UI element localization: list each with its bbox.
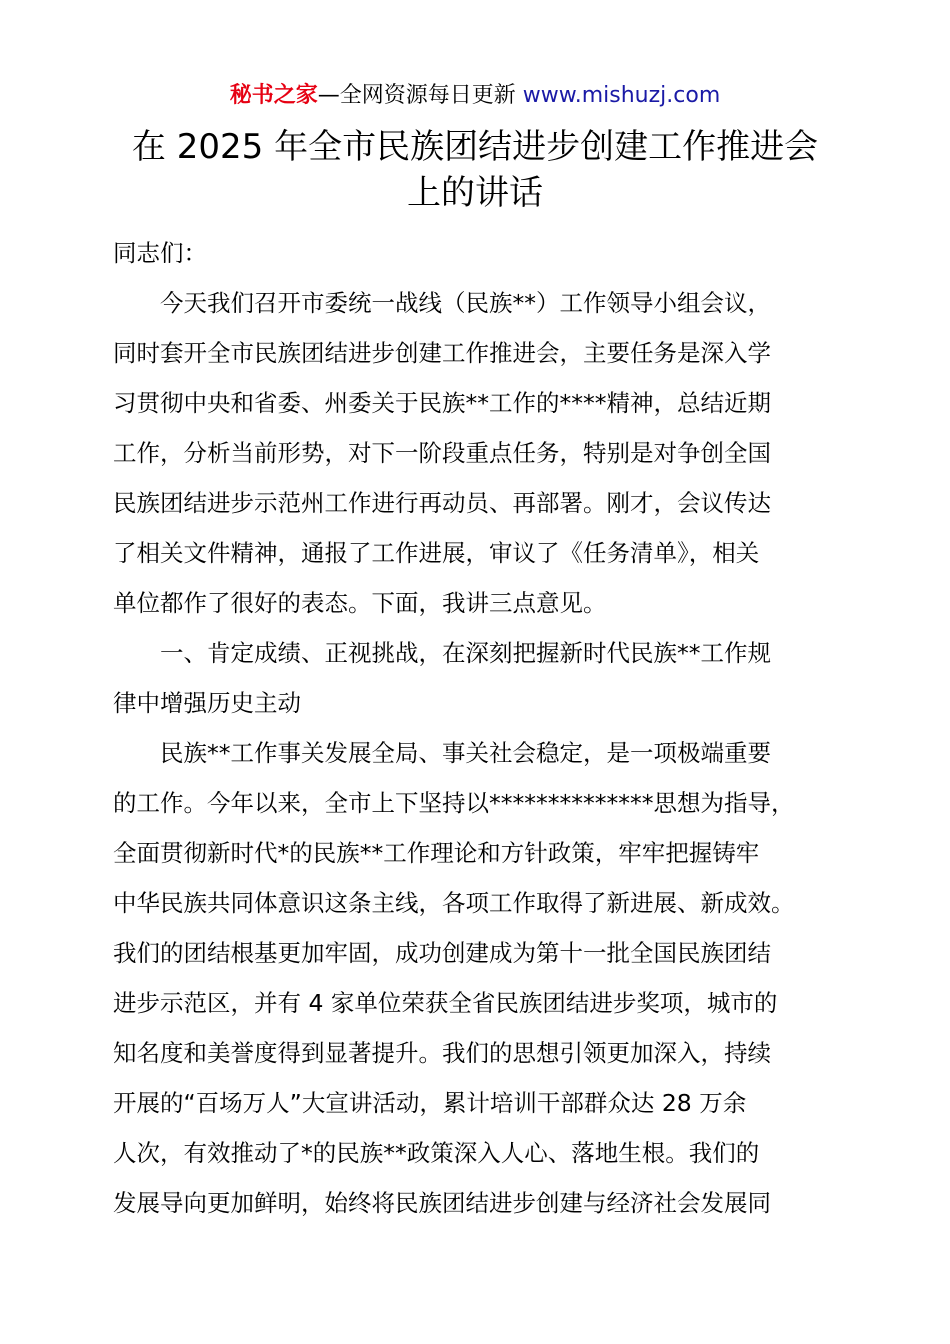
body-line: 单位都作了很好的表态。下面，我讲三点意见。 [113, 589, 607, 617]
site-brand: 秘书之家 [229, 83, 318, 108]
body-line: 中华民族共同体意识这条主线，各项工作取得了新进展、新成效。 [113, 889, 795, 917]
body-line: 民族**工作事关发展全局、事关社会稳定，是一项极端重要 [160, 739, 771, 767]
section-heading-line: 律中增强历史主动 [113, 689, 301, 717]
body-line: 人次，有效推动了*的民族**政策深入人心、落地生根。我们的 [113, 1139, 760, 1167]
body-line: 了相关文件精神，通报了工作进展，审议了《任务清单》，相关 [113, 539, 760, 567]
body-line: 知名度和美誉度得到显著提升。我们的思想引领更加深入，持续 [113, 1039, 771, 1067]
document-title-line-2: 上的讲话 [407, 173, 543, 213]
salutation: 同志们： [113, 239, 207, 267]
body-line: 全面贯彻新时代*的民族**工作理论和方针政策，牢牢把握铸牢 [113, 839, 760, 867]
body-line: 我们的团结根基更加牢固，成功创建成为第十一批全国民族团结 [113, 939, 771, 967]
site-tagline: —全网资源每日更新 [317, 83, 523, 108]
body-line: 进步示范区，并有 4 家单位荣获全省民族团结进步奖项，城市的 [113, 989, 778, 1017]
body-line: 今天我们召开市委统一战线（民族**）工作领导小组会议， [160, 289, 771, 317]
body-line: 工作，分析当前形势，对下一阶段重点任务，特别是对争创全国 [113, 439, 771, 467]
document-title [113, 124, 837, 216]
body-line: 的工作。今年以来，全市上下坚持以**************思想为指导， [113, 789, 795, 817]
section-heading-line: 一、肯定成绩、正视挑战，在深刻把握新时代民族**工作规 [160, 639, 771, 667]
site-url-link[interactable]: www.mishuzj.com [522, 83, 721, 108]
body-line: 同时套开全市民族团结进步创建工作推进会，主要任务是深入学 [113, 339, 771, 367]
body-line: 民族团结进步示范州工作进行再动员、再部署。刚才，会议传达 [113, 489, 771, 517]
site-header [0, 80, 950, 112]
document-title-line-1: 在 2025 年全市民族团结进步创建工作推进会 [131, 127, 819, 167]
document-body [113, 228, 837, 1228]
body-line: 发展导向更加鲜明，始终将民族团结进步创建与经济社会发展同 [113, 1189, 771, 1217]
body-line: 开展的“百场万人”大宣讲活动，累计培训干部群众达 28 万余 [113, 1089, 747, 1117]
body-line: 习贯彻中央和省委、州委关于民族**工作的****精神，总结近期 [113, 389, 771, 417]
